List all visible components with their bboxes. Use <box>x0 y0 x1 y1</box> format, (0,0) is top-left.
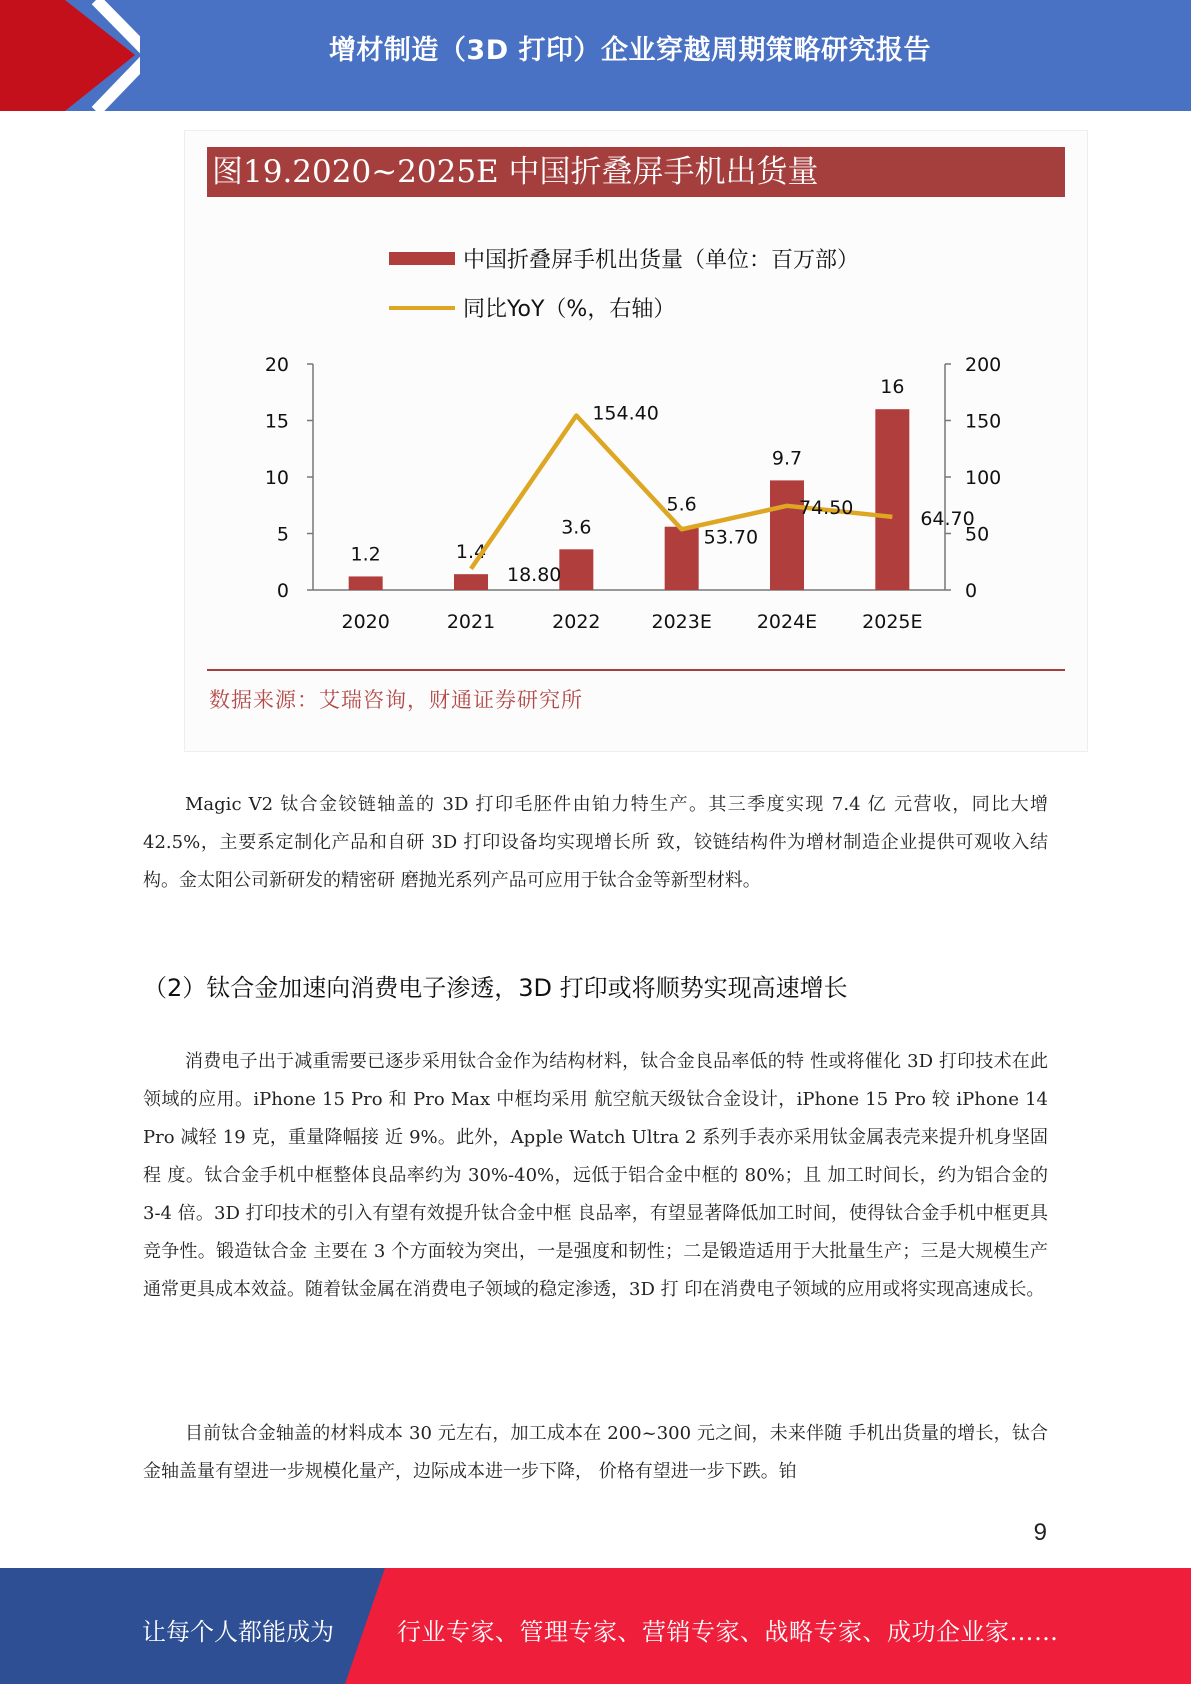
report-header <box>0 0 1191 111</box>
y-right-tick-label: 0 <box>965 580 978 602</box>
figure-source: 数据来源：艾瑞咨询，财通证券研究所 <box>209 688 583 712</box>
bar-data-label: 5.6 <box>666 493 697 516</box>
x-tick-label: 2024E <box>756 611 818 633</box>
header-arrow-decoration <box>0 0 140 111</box>
figure-separator <box>207 669 1065 671</box>
bar-data-label: 3.6 <box>561 516 592 539</box>
chart-bar <box>454 574 488 590</box>
y-right-tick-label: 200 <box>965 354 1002 376</box>
y-left-tick-label: 10 <box>264 467 289 489</box>
chart-plot <box>185 131 1087 751</box>
y-right-tick-label: 100 <box>965 467 1002 489</box>
chart-bar <box>349 576 383 590</box>
chart-bar <box>559 549 593 590</box>
chart-figure <box>184 130 1088 752</box>
report-footer <box>0 1568 1191 1684</box>
bar-data-label: 1.2 <box>350 543 381 566</box>
x-tick-label: 2023E <box>651 611 712 633</box>
y-left-tick-label: 5 <box>276 523 289 546</box>
report-title: 增材制造（3D 打印）企业穿越周期策略研究报告 <box>328 35 932 66</box>
section-heading: （2）钛合金加速向消费电子渗透，3D 打印或将顺势实现高速增长 <box>143 974 848 1002</box>
x-tick-label: 2022 <box>552 611 601 633</box>
y-left-tick-label: 20 <box>264 354 289 376</box>
y-right-tick-label: 50 <box>965 523 990 546</box>
legend-line-label: 同比YoY（%，右轴） <box>463 297 676 322</box>
x-tick-label: 2021 <box>446 611 496 633</box>
bar-data-label: 1.4 <box>455 541 487 564</box>
figure-title: 图19.2020~2025E 中国折叠屏手机出货量 <box>207 147 1065 197</box>
page-number: 9 <box>1033 1519 1047 1546</box>
chart-bar <box>665 527 699 590</box>
line-data-label: 64.70 <box>920 507 975 530</box>
paragraph-3: 目前钛合金轴盖的材料成本 30 元左右，加工成本在 200~300 元之间，未来伴随 手机出货量的增长，钛合金轴盖量有望进一步规模化量产，边际成本进一步下降， 价格有望进一步下跌。铂 <box>143 1423 1048 1482</box>
chart-bar <box>875 409 909 590</box>
bar-data-label: 16 <box>880 376 905 399</box>
legend-bar-label: 中国折叠屏手机出货量（单位：百万部） <box>463 248 860 273</box>
paragraph-1: Magic V2 钛合金铰链轴盖的 3D 打印毛胚件由铂力特生产。其三季度实现 7.4 亿 元营收，同比大增 42.5%，主要系定制化产品和自研 3D 打印设备均实现增长所 致，铰链结构件为增材制造企业提供可观收入结构。金太阳公司新研发的精密研 磨抛光系列产品可应用于钛合金等新型材料。 <box>143 794 1048 891</box>
paragraph-2: 消费电子出于减重需要已逐步采用钛合金作为结构材料，钛合金良品率低的特 性或将催化 3D 打印技术在此领域的应用。iPhone 15 Pro 和 Pro Max 中框均采用 航空航天级钛合金设计，iPhone 15 Pro 较 iPhone 14 Pro 减轻 19 克，重量降幅接 近 9%。此外，Apple Watch Ultra 2 系列手表亦采用钛金属表壳来提升机身坚固程 度。钛合金手机中框整体良品率约为 30%-40%，远低于铝合金中框的 80%；且 加工时间长，约为铝合金的 3-4 倍。3D 打印技术的引入有望有效提升钛合金中框 良品率，有望显著降低加工时间，使得钛合金手机中框更具竞争性。锻造钛合金 主要在 3 个方面较为突出，一是强度和韧性；二是锻造适用于大批量生产；三是大规模生产通常更具成本效益。随着钛金属在消费电子领域的稳定渗透，3D 打 印在消费电子领域的应用或将实现高速成长。 <box>143 1051 1048 1300</box>
line-data-label: 154.40 <box>592 402 659 425</box>
line-data-label: 74.50 <box>799 496 854 519</box>
x-tick-label: 2020 <box>341 611 390 633</box>
footer-slogan-left: 让每个人都能成为 <box>142 1618 334 1646</box>
line-data-label: 53.70 <box>703 526 759 549</box>
line-data-label: 18.80 <box>507 563 562 586</box>
footer-slogan-right: 行业专家、管理专家、营销专家、战略专家、成功企业家…… <box>397 1618 1059 1646</box>
y-left-tick-label: 15 <box>264 410 289 433</box>
y-left-tick-label: 0 <box>276 580 289 602</box>
bar-data-label: 9.7 <box>771 447 803 470</box>
x-tick-label: 2025E <box>862 611 923 633</box>
y-right-tick-label: 150 <box>965 410 1002 433</box>
